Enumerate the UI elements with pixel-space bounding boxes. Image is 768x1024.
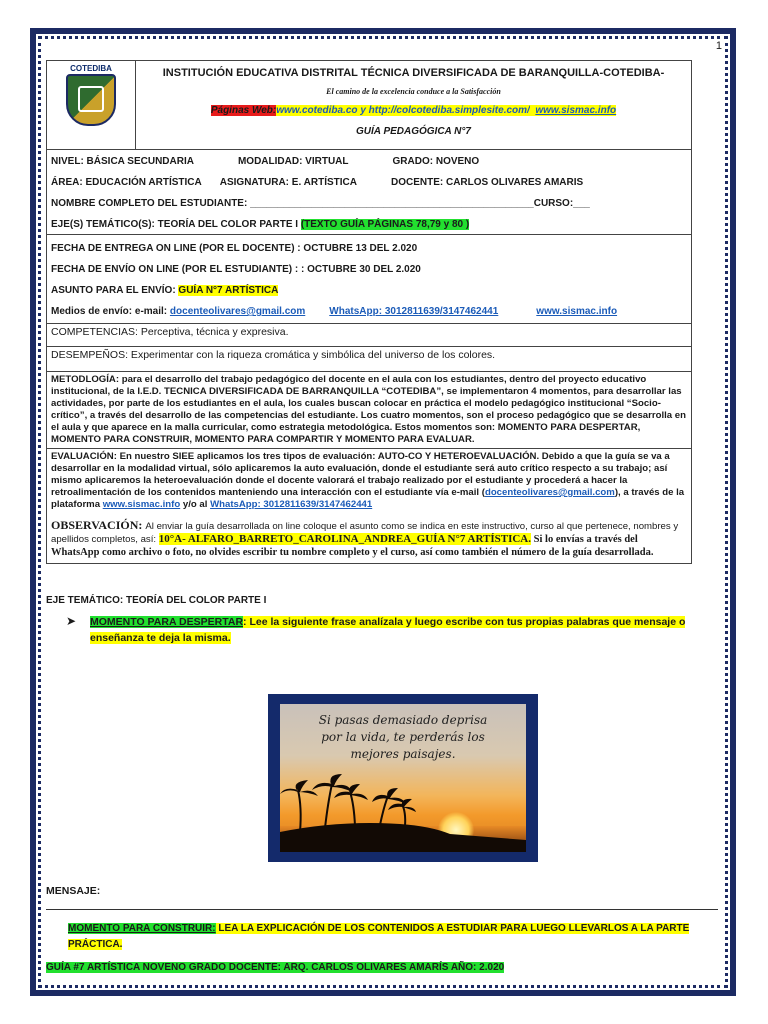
title-cell — [136, 61, 692, 150]
site-sismac[interactable]: www.sismac.info — [535, 105, 617, 116]
guide-title: GUÍA PEDAGÓGICA N°7 — [356, 126, 471, 137]
image-quote — [280, 712, 526, 763]
evaluacion-text-3: y/o al — [180, 499, 211, 510]
student-name-line: NOMBRE COMPLETO DEL ESTUDIANTE: ___________________________________________________CURSO:___ — [51, 198, 590, 209]
page-number: 1 — [715, 40, 722, 52]
despertar-label: MOMENTO PARA DESPERTAR — [90, 616, 244, 628]
eje-highlight: (TEXTO GUÍA PÁGINAS 78,79 y 80 ) — [300, 219, 470, 230]
send-media-label: Medios de envío: e-mail: — [51, 306, 170, 317]
construir-label: MOMENTO PARA CONSTRUIR: — [68, 923, 216, 934]
eje-tematico: EJE TEMÁTICO: TEORÍA DEL COLOR PARTE I — [46, 595, 267, 606]
whatsapp-link[interactable]: WhatsApp: 3012811639/3147462441 — [329, 306, 499, 317]
docente: DOCENTE: CARLOS OLIVARES AMARIS — [390, 177, 584, 188]
email-link[interactable]: docenteolivares@gmail.com — [169, 306, 306, 317]
info-cell — [47, 150, 692, 235]
image-quote-line-3: mejores paisajes. — [350, 747, 456, 761]
sismac-link[interactable]: www.sismac.info — [536, 306, 618, 317]
modalidad: MODALIDAD: VIRTUAL — [237, 156, 349, 167]
dates-cell — [47, 235, 692, 324]
observacion — [51, 519, 687, 559]
sunset-picture — [280, 704, 526, 852]
web-pages-line — [140, 105, 687, 116]
image-quote-line-1: Si pasas demasiado deprisa — [318, 713, 488, 727]
observacion-text-2: Si lo envías a través del WhatsApp como archivo o foto, no olvides escribir tu nombre completo y el curso, así como también el número de la guía desarrollada. — [51, 534, 654, 558]
arrow-bullet-icon: ➤ — [66, 614, 77, 628]
site-simplesite[interactable]: http://colcotediba.simplesite.com/ — [368, 105, 530, 116]
competencias: COMPETENCIAS: Perceptiva, técnica y expresiva. — [47, 324, 692, 347]
asignatura: ASIGNATURA: E. ARTÍSTICA — [219, 177, 357, 188]
site-cotediba[interactable]: www.cotediba.co — [276, 105, 358, 116]
mensaje-answer-line[interactable] — [46, 909, 718, 910]
evaluacion-email[interactable]: docenteolivares@gmail.com — [484, 487, 615, 498]
logo-text: COTEDIBA — [70, 64, 112, 73]
guide-header-table — [46, 60, 692, 564]
evaluacion-cell — [47, 449, 692, 564]
despertar-paragraph — [90, 614, 718, 646]
metodologia: METODLOGÍA: para el desarrollo del trabajo pedagógico del docente en el aula con los estudiantes, dentro del proyecto educativo institucional, de la I.E.D. TECNICA DIVERSIFICADA DE BARRANQUILLA “COTEDIBA”, se implementaron 4 momentos, para desarrollar las actividades, por parte de los estudiantes en el aula, los cuales buscan colocar en práctica el modelo pedagógico institucional “Socio-crítico”, a través del desarrollo de las competencias del estudiante. Los cuatro momentos, son el proceso pedagógico que se desarrolla en el aula y que aparece en la malla curricular, como estrategia metodológica. Estos momentos son: MOMENTO PARA DESPERTAR, MOMENTO PARA CONSTRUIR, MOMENTO PARA COMPARTIR Y MOMENTO PARA EVALUAR. — [47, 372, 692, 449]
observacion-text-1: Al enviar la guía desarrollada on line coloque el asunto como se indica en este instructivo, curso al que pertenece, nombres y apellidos completos, así: — [51, 521, 679, 545]
institution-name: INSTITUCIÓN EDUCATIVA DISTRITAL TÉCNICA DIVERSIFICADA DE BARANQUILLA-COTEDIBA- — [162, 67, 665, 79]
evaluacion-text-2: ), a través de la plataforma — [51, 487, 685, 510]
despertar-text: : Lee la siguiente frase analízala y luego escribe con tus propias palabras que mensaje o enseñanza te deja la misma. — [90, 616, 686, 644]
shield-icon — [66, 74, 116, 126]
delivery-date: FECHA DE ENTREGA ON LINE (POR EL DOCENTE) : OCTUBRE 13 DEL 2.020 — [51, 243, 418, 254]
desempenos: DESEMPEÑOS: Experimentar con la riqueza cromática y simbólica del universo de los colores. — [47, 347, 692, 372]
send-date: FECHA DE ENVÍO ON LINE (POR EL ESTUDIANTE) : : OCTUBRE 30 DEL 2.020 — [51, 264, 421, 275]
site-separator: y — [357, 105, 369, 116]
grado: GRADO: NOVENO — [392, 156, 480, 167]
subject-label: ASUNTO PARA EL ENVÍO: — [51, 285, 179, 296]
evaluacion-site[interactable]: www.sismac.info — [102, 499, 181, 510]
subject-highlight: GUÍA N°7 ARTÍSTICA — [178, 285, 279, 296]
mensaje-label: MENSAJE: — [46, 885, 101, 897]
web-pages-label: Páginas Web: — [210, 105, 277, 116]
school-logo — [58, 64, 124, 128]
evaluacion-text-1: EVALUACIÓN: En nuestro SIEE aplicamos los tres tipos de evaluación: AUTO-CO Y HETEROEVALUACIÓN. Debido a que la guía se va a desarrollar en la modalidad virtual, sólo aplicaremos la auto evaluación, donde el estudiante será auto crítico respecto a su trabajo; así mismo aplicaremos la heteroevaluación donde el docente valorará el trabajo realizado por el estudiante y procederá a hacer la retroalimentación de los contenidos manteniendo una interacción con el estudiante vía e-mail ( — [51, 451, 670, 498]
logo-cell — [47, 61, 136, 150]
quote-image — [268, 694, 538, 862]
motto: El camino de la excelencia conduce a la Satisfacción — [326, 87, 501, 96]
area: ÁREA: EDUCACIÓN ARTÍSTICA — [51, 177, 202, 188]
observacion-example: 10°A- ALFARO_BARRETO_CAROLINA_ANDREA_GUÍA N°7 ARTÍSTICA. — [158, 533, 532, 545]
footer-line: GUÍA #7 ARTÍSTICA NOVENO GRADO DOCENTE: ARQ. CARLOS OLIVARES AMARÍS AÑO: 2.020 — [46, 962, 505, 973]
observacion-label: OBSERVACIÓN: — [51, 518, 146, 532]
palm-trees-silhouette — [280, 762, 526, 852]
image-quote-line-2: por la vida, te perderás los — [321, 730, 485, 744]
evaluacion-whatsapp[interactable]: WhatsApp: 3012811639/3147462441 — [210, 499, 373, 510]
construir-paragraph — [68, 921, 708, 953]
nivel: NIVEL: BÁSICA SECUNDARIA — [51, 156, 194, 167]
eje-label: EJE(S) TEMÁTICO(S): TEORÍA DEL COLOR PARTE I — [51, 219, 301, 230]
construir-text: LEA LA EXPLICACIÓN DE LOS CONTENIDOS A ESTUDIAR PARA LUEGO LLEVARLOS A LA PARTE PRÁCTICA. — [68, 923, 690, 950]
